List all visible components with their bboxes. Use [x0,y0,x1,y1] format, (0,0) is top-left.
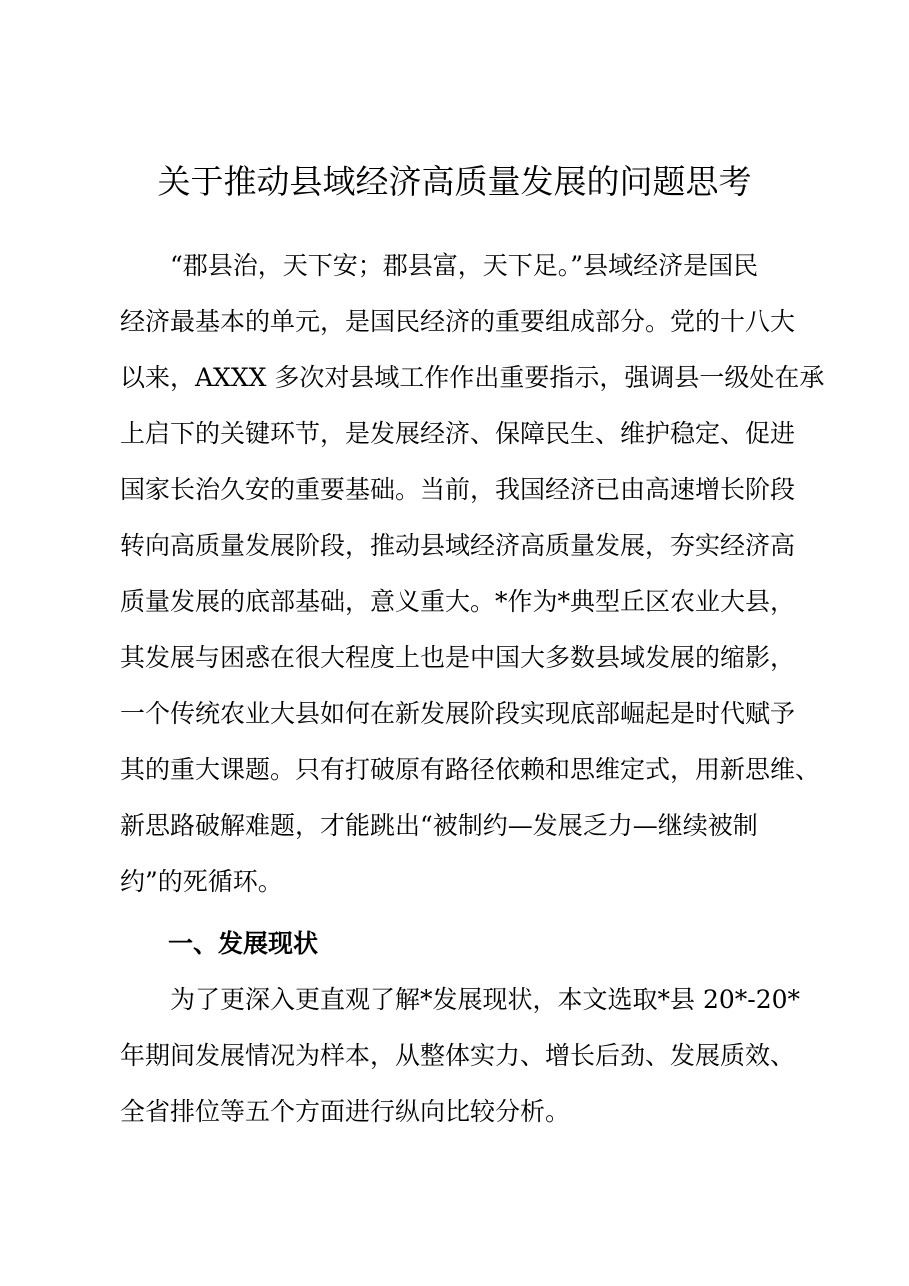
document-title: 关于推动县域经济高质量发展的问题思考 [157,162,752,201]
paragraph-line: 其的重大课题。只有打破原有路径依赖和思维定式，用新思维、 [120,755,821,784]
paragraph-line: 转向高质量发展阶段，推动县域经济高质量发展，夯实经济高 [120,531,796,560]
paragraph-line: 一个传统农业大县如何在新发展阶段实现底部崛起是时代赋予 [120,699,796,728]
paragraph-line: 约”的死循环。 [120,867,283,896]
paragraph-line: 上启下的关键环节，是发展经济、保障民生、维护稳定、促进 [120,419,796,448]
paragraph-line: 国家长治久安的重要基础。当前，我国经济已由高速增长阶段 [120,475,796,504]
paragraph-line: 年期间发展情况为样本，从整体实力、增长后劲、发展质效、 [120,1041,796,1070]
paragraph-line: 以来，AXXX 多次对县域工作作出重要指示，强调县一级处在承 [120,363,825,392]
paragraph-line: 新思路破解难题，才能跳出“被制约—发展乏力—继续被制 [120,811,758,840]
paragraph-line: 全省排位等五个方面进行纵向比较分析。 [120,1097,571,1126]
paragraph-line: “郡县治，天下安；郡县富，天下足。”县域经济是国民 [170,251,759,280]
section-heading: 一、发展现状 [168,929,319,958]
paragraph-line: 质量发展的底部基础，意义重大。*作为*典型丘区农业大县， [120,587,796,616]
paragraph-line: 为了更深入更直观了解*发展现状，本文选取*县 20*-20* [170,985,801,1014]
paragraph-line: 其发展与困惑在很大程度上也是中国大多数县域发展的缩影， [120,643,796,672]
paragraph-line: 经济最基本的单元，是国民经济的重要组成部分。党的十八大 [120,307,796,336]
